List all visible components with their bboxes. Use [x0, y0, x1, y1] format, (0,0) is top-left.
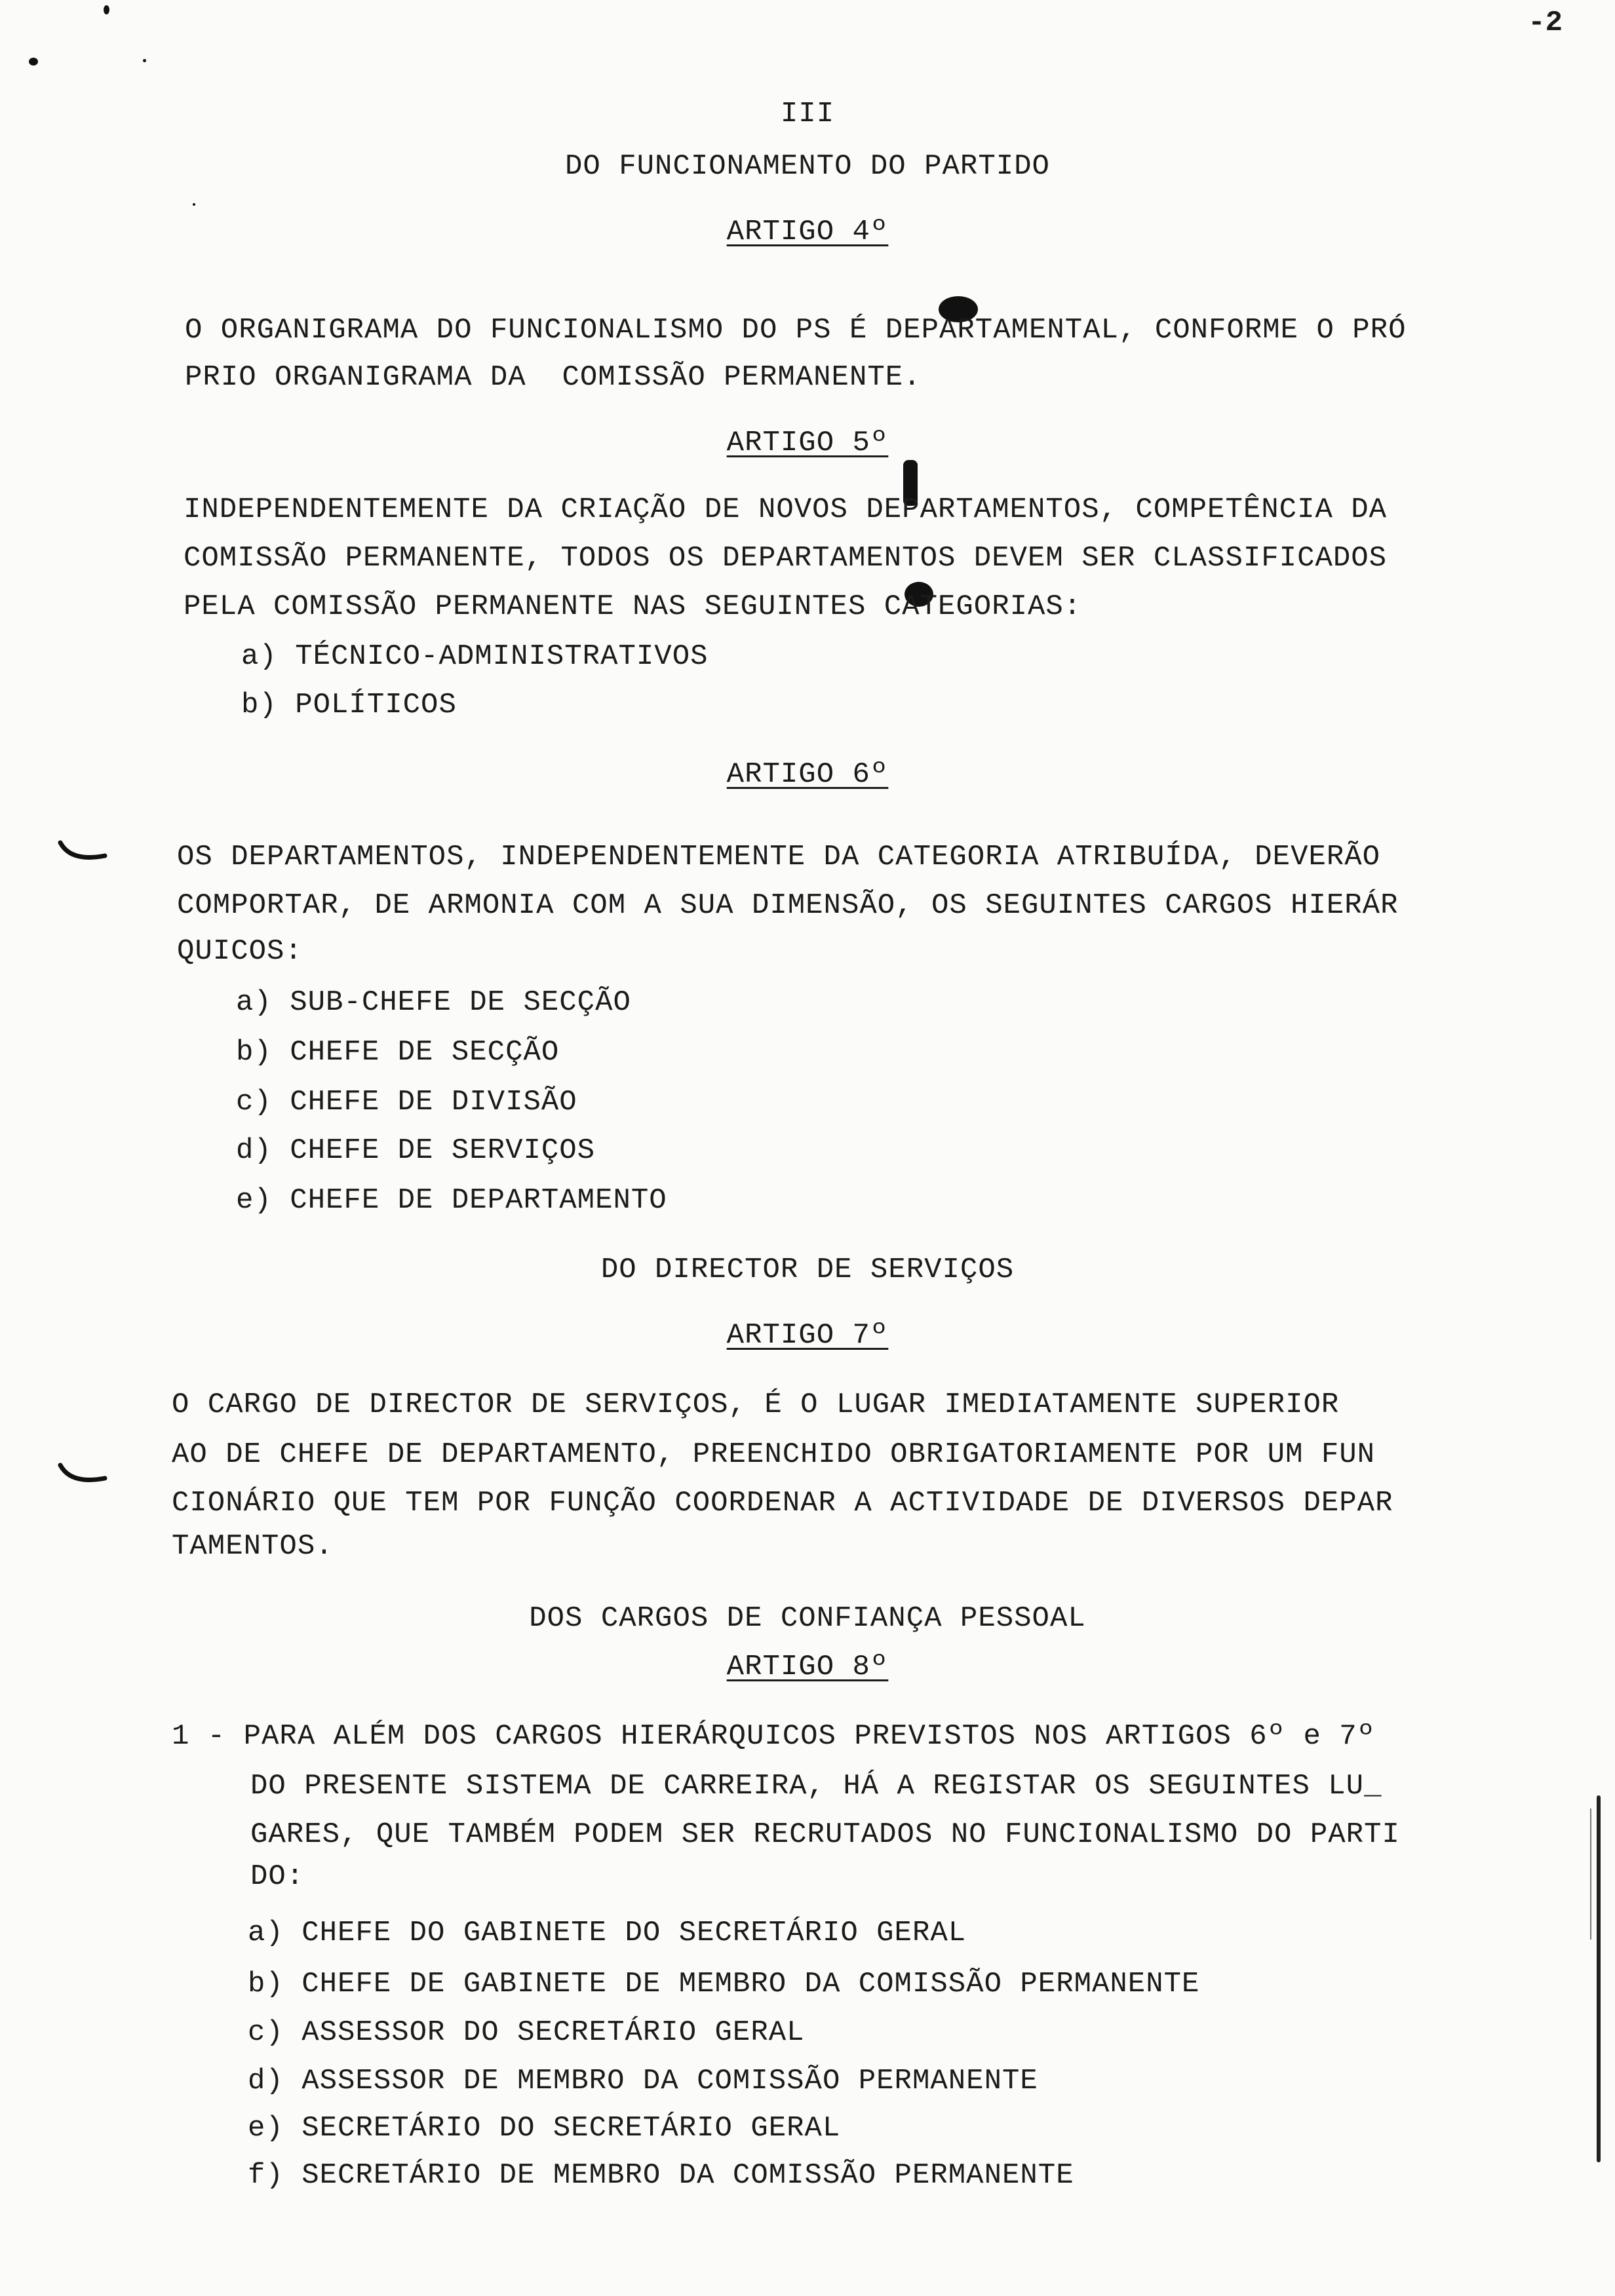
scan-speck [143, 59, 146, 62]
article-4-line: PRIO ORGANIGRAMA DA COMISSÃO PERMANENTE. [185, 361, 922, 394]
article-6-item: c) CHEFE DE DIVISÃO [236, 1086, 577, 1119]
article-5-line: PELA COMISSÃO PERMANENTE NAS SEGUINTES CATEGORIAS: [184, 590, 1082, 623]
article-6-heading: ARTIGO 6º [726, 758, 889, 791]
article-7-heading: ARTIGO 7º [726, 1319, 889, 1352]
article-5-line: INDEPENDENTEMENTE DA CRIAÇÃO DE NOVOS DEPARTAMENTOS, COMPETÊNCIA DA [184, 493, 1388, 526]
article-7-line: AO DE CHEFE DE DEPARTAMENTO, PREENCHIDO OBRIGATORIAMENTE POR UM FUN [172, 1438, 1376, 1471]
article-8-line: 1 - PARA ALÉM DOS CARGOS HIERÁRQUICOS PREVISTOS NOS ARTIGOS 6º e 7º [172, 1720, 1376, 1753]
scan-edge-bar [1590, 1808, 1591, 1940]
section-heading-director: DO DIRECTOR DE SERVIÇOS [600, 1253, 1015, 1286]
scan-edge-bar [1597, 1795, 1601, 2162]
margin-check-mark [58, 1461, 110, 1487]
chapter-title: DO FUNCIONAMENTO DO PARTIDO [565, 150, 1050, 183]
article-6-item: b) CHEFE DE SECÇÃO [236, 1036, 560, 1069]
article-4-heading: ARTIGO 4º [726, 216, 889, 248]
margin-check-mark [58, 839, 110, 865]
article-7-line: TAMENTOS. [172, 1530, 334, 1563]
article-6-item: e) CHEFE DE DEPARTAMENTO [236, 1184, 667, 1217]
article-8-item: b) CHEFE DE GABINETE DE MEMBRO DA COMISSÃO PERMANENTE [248, 1968, 1200, 2000]
scan-speck [193, 203, 195, 206]
article-5-item: b) POLÍTICOS [241, 689, 457, 721]
article-6-line: QUICOS: [177, 935, 303, 968]
article-6-item: d) CHEFE DE SERVIÇOS [236, 1134, 596, 1167]
article-8-line: DO PRESENTE SISTEMA DE CARREIRA, HÁ A REGISTAR OS SEGUINTES LU_ [250, 1770, 1382, 1803]
article-8-heading: ARTIGO 8º [726, 1651, 889, 1683]
article-8-item: e) SECRETÁRIO DO SECRETÁRIO GERAL [248, 2112, 841, 2145]
page-number: -2 [1528, 7, 1563, 39]
article-8-line: GARES, QUE TAMBÉM PODEM SER RECRUTADOS NO FUNCIONALISMO DO PARTI [250, 1818, 1400, 1851]
article-6-line: OS DEPARTAMENTOS, INDEPENDENTEMENTE DA CATEGORIA ATRIBUÍDA, DEVERÃO [177, 841, 1381, 873]
article-8-item: c) ASSESSOR DO SECRETÁRIO GERAL [248, 2016, 805, 2049]
article-8-item: d) ASSESSOR DE MEMBRO DA COMISSÃO PERMANENTE [248, 2065, 1038, 2097]
article-7-line: CIONÁRIO QUE TEM POR FUNÇÃO COORDENAR A ACTIVIDADE DE DIVERSOS DEPAR [172, 1487, 1393, 1520]
scan-speck [29, 58, 38, 66]
article-8-line: DO: [250, 1860, 305, 1893]
article-5-line: COMISSÃO PERMANENTE, TODOS OS DEPARTAMENTOS DEVEM SER CLASSIFICADOS [184, 542, 1388, 575]
article-4-line: O ORGANIGRAMA DO FUNCIONALISMO DO PS É DEPARTAMENTAL, CONFORME O PRÓ [185, 314, 1407, 347]
article-5-heading: ARTIGO 5º [726, 427, 889, 459]
article-8-item: f) SECRETÁRIO DE MEMBRO DA COMISSÃO PERMANENTE [248, 2159, 1074, 2192]
scan-speck [104, 5, 109, 14]
article-8-item: a) CHEFE DO GABINETE DO SECRETÁRIO GERAL [248, 1917, 967, 1949]
article-7-line: O CARGO DE DIRECTOR DE SERVIÇOS, É O LUGAR IMEDIATAMENTE SUPERIOR [172, 1388, 1340, 1421]
article-5-item: a) TÉCNICO-ADMINISTRATIVOS [241, 640, 709, 673]
article-6-line: COMPORTAR, DE ARMONIA COM A SUA DIMENSÃO, OS SEGUINTES CARGOS HIERÁR [177, 889, 1399, 922]
chapter-number: III [780, 98, 835, 130]
article-6-item: a) SUB-CHEFE DE SECÇÃO [236, 986, 631, 1019]
section-heading-confidence: DOS CARGOS DE CONFIANÇA PESSOAL [529, 1602, 1086, 1635]
